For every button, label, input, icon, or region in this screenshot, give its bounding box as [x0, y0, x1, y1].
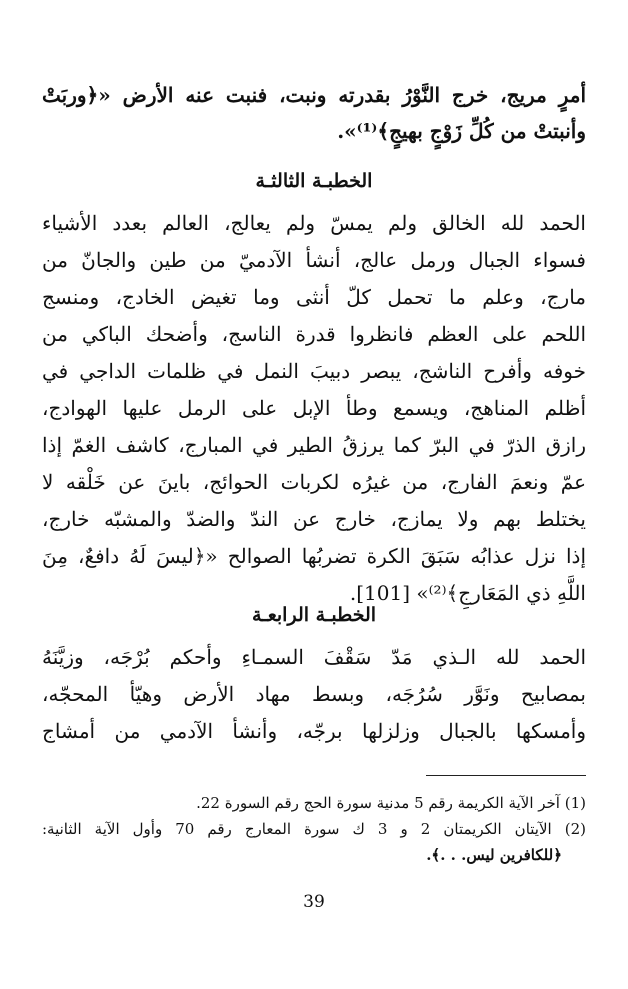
third-line-3: مارج، وعلم ما تحمل كلّ أنثى وما تغيض الخادج، ومنسج: [42, 285, 586, 309]
third-line-6: أظلم المناهج، ويسمع وطأ الإبل على الرمل عليها الهوادج،: [42, 396, 586, 420]
third-line-7: رازق الذرّ في البرّ كما يرزقُ الطير في المبارج، كاشف الغمّ إذا: [42, 433, 586, 457]
page-number: 39: [303, 892, 325, 912]
third-line-1: الحمد لله الخالق ولم يمسّ ولم يعالج، العالم بعدد الأشياء: [42, 211, 586, 235]
intro-line-1: أمرٍ مريج، خرج النَّوْرُ بقدرته ونبت، فنبت عنه الأرض «﴿وربَتْ: [42, 83, 586, 107]
footnote-separator: [426, 775, 586, 776]
intro-line-2: وأنبتتْ من كُلِّ زَوْجٍ بهيجٍ﴾⁽¹⁾».: [337, 119, 586, 143]
footnote-2-line-2: ﴿للكافرين ليس. . .﴾.: [426, 846, 562, 864]
fourth-line-2: بمصابيح ونَوَّر سُرُجَه، وبسط مهاد الأرض وهيّأ المحجّه،: [42, 682, 586, 706]
footnote-2-line-1: (2) الآيتان الكريمتان 2 و 3 ك سورة المعارج رقم 70 وأول الآية الثانية:: [42, 820, 586, 838]
third-line-8: عمّ ونعمَ الفارج، من غيرُه لكربات الحوائج، باينَ عن خَلْقه لا: [42, 470, 586, 494]
third-line-4: اللحم على العظم فانظروا قدرة الناسج، وأضحك الباكي من: [42, 322, 586, 346]
heading-third-sermon: الخطبـة الثالثـة: [255, 170, 373, 192]
fourth-line-3: وأمسكها بالجبال وزلزلها برجّه، وأنشأ الآدمي من أمشاج: [42, 719, 586, 743]
third-line-10: إذا نزل عذابُه سَبَقَ الكرة تضربُها الصوالح «﴿ليسَ لَهُ دافعٌ، مِنَ: [42, 544, 586, 568]
third-line-2: فسواء الجبال ورمل عالج، أنشأ الآدميّ من طين والجانّ من: [42, 248, 586, 272]
third-line-9: يختلط بهم ولا يمازج، خارج عن الندّ والضدّ والمشبّه خارج،: [42, 507, 586, 531]
heading-fourth-sermon: الخطبـة الرابعـة: [251, 604, 377, 626]
footnote-1: (1) آخر الآية الكريمة رقم 5 مدنية سورة الحج رقم السورة 22.: [196, 794, 586, 812]
third-line-5: خوفه وأفرح الناشج، يبصر دبيبَ النمل في ظلمات الداجي في: [42, 359, 586, 383]
fourth-line-1: الحمد لله الـذي مَدّ سَقْفَ السمـاءِ وأحكم بُرْجَه، وزيَّنَهُ: [42, 645, 586, 669]
third-line-11: اللَّهِ ذي المَعَارجِ﴾⁽²⁾» [101].: [349, 581, 586, 605]
